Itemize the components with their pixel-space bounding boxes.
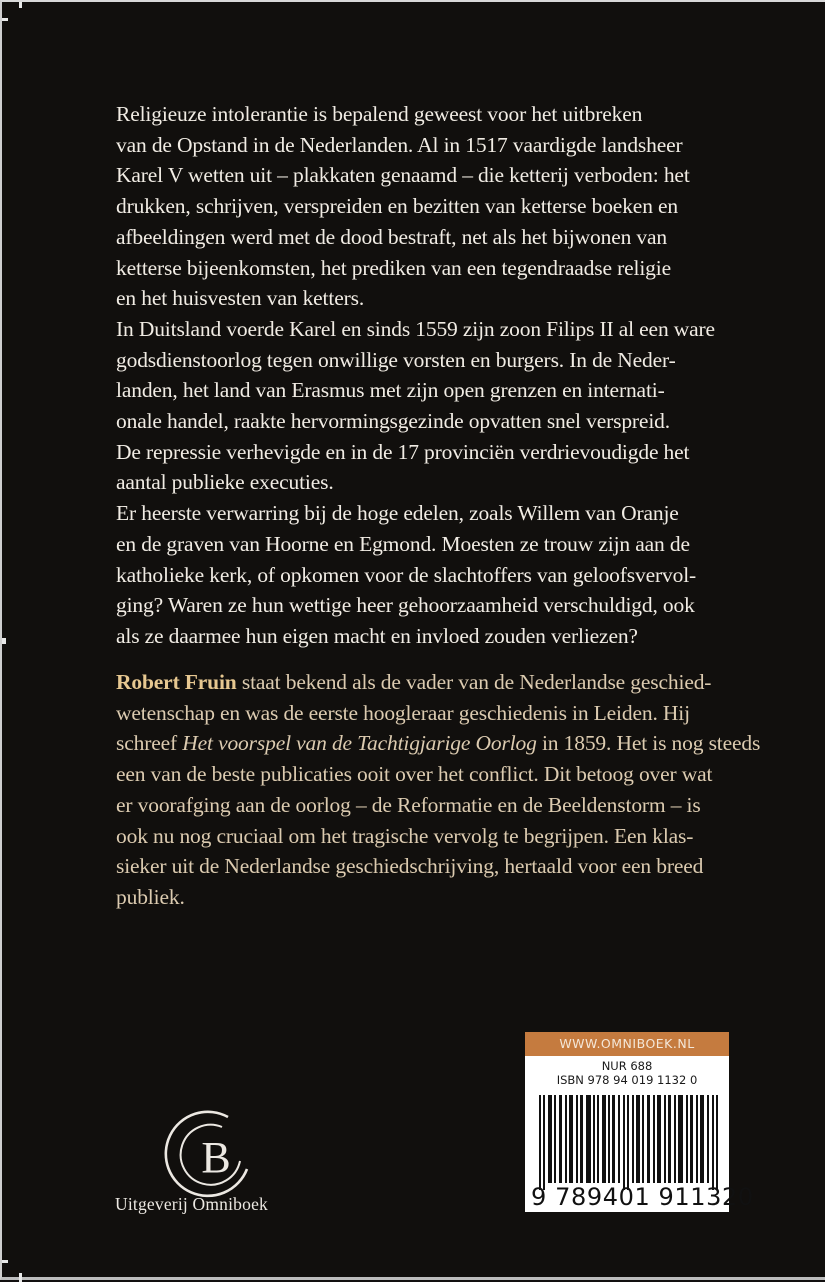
publisher-name: Uitgeverij Omniboek — [115, 1194, 269, 1214]
blurb-line: ketterse bijeenkomsten, het prediken van een tegendraadse religie — [116, 255, 671, 280]
blurb-line: aantal publieke executies. — [116, 470, 334, 495]
barcode-digits: 9 789401 911320 — [531, 1183, 754, 1211]
blurb-line: van de Opstand in de Nederlanden. Al in 1517 vaardigde landsheer — [116, 132, 683, 157]
publisher-website: WWW.OMNIBOEK.NL — [525, 1032, 729, 1056]
blurb-text — [116, 99, 726, 652]
bio-line: er voorafging aan de oorlog – de Reformatie en de Beeldenstorm – is — [116, 792, 701, 817]
bio-text: staat bekend als de vader van de Nederlandse geschied- — [236, 670, 712, 694]
bio-line: een van de beste publicaties ooit over het conflict. Dit betoog over wat — [116, 762, 713, 787]
bio-line: publiek. — [116, 884, 185, 909]
bio-line: wetenschap en was de eerste hoogleraar geschiedenis in Leiden. Hij — [116, 700, 690, 725]
blurb-line: godsdienstoorlog tegen onwillige vorsten en burgers. In de Neder- — [116, 347, 676, 372]
blurb-line: onale handel, raakte hervormingsgezinde opvatten snel verspreid. — [116, 409, 670, 434]
bio-line: sieker uit de Nederlandse geschiedschrijving, hertaald voor een breed — [116, 854, 704, 879]
isbn-barcode-box — [525, 1032, 754, 1212]
bio-line — [116, 728, 761, 759]
blurb-line: In Duitsland voerde Karel en sinds 1559 zijn zoon Filips II al een ware — [116, 316, 715, 341]
author-bio — [116, 667, 761, 913]
barcode-icon — [539, 1095, 721, 1190]
crop-mark-bottom-left-vertical — [19, 1273, 22, 1282]
bio-line — [116, 667, 726, 698]
blurb-line: drukken, schrijven, verspreiden en bezitten van ketterse boeken en — [116, 194, 679, 219]
blurb-line: ging? Waren ze hun wettige heer gehoorzaamheid verschuldigd, ook — [116, 593, 695, 618]
bio-text: schreef — [116, 731, 183, 756]
blurb-line: afbeeldingen werd met de dood bestraft, net als het bijwonen van — [116, 224, 668, 249]
crop-mark-bottom-left-horizontal — [2, 1260, 8, 1263]
blurb-line: katholieke kerk, of opkomen voor de slachtoffers van geloofsvervol- — [116, 562, 697, 587]
crop-mark-top-left-horizontal — [2, 18, 8, 21]
blurb-line: Religieuze intolerantie is bepalend geweest voor het uitbreken — [116, 102, 643, 126]
author-name: Robert Fruin — [116, 670, 237, 694]
bio-line: ook nu nog cruciaal om het tragische vervolg te begrijpen. Een klas- — [116, 823, 694, 848]
blurb-line: Er heerste verwarring bij de hoge edelen, zoals Willem van Oranje — [116, 501, 679, 526]
isbn-number: ISBN 978 94 019 1132 0 — [556, 1073, 698, 1087]
blurb-line: en de graven van Hoorne en Egmond. Moesten ze trouw zijn aan de — [116, 531, 690, 556]
blurb-line: Karel V wetten uit – plakkaten genaamd – die ketterij verboden: het — [116, 163, 690, 188]
bio-text: in 1859. Het is nog steeds — [536, 731, 761, 756]
nur-code: NUR 688 — [601, 1059, 653, 1073]
crop-mark-left-middle — [2, 638, 6, 644]
blurb-line: en het huisvesten van ketters. — [116, 286, 365, 311]
blurb-line: De repressie verhevigde en in de 17 provinciën verdrievoudigde het — [116, 439, 690, 464]
publisher-logo — [152, 1109, 272, 1201]
blurb-line: als ze daarmee hun eigen macht en invloed zouden verliezen? — [116, 623, 638, 648]
logo-letter: B — [201, 1133, 231, 1182]
crop-mark-top-left-vertical — [19, 2, 22, 8]
omniboek-b-logo-icon — [152, 1109, 272, 1201]
book-title: Het voorspel van de Tachtigjarige Oorlog — [182, 731, 537, 756]
blurb-line: landen, het land van Erasmus met zijn open grenzen en internati- — [116, 378, 665, 403]
